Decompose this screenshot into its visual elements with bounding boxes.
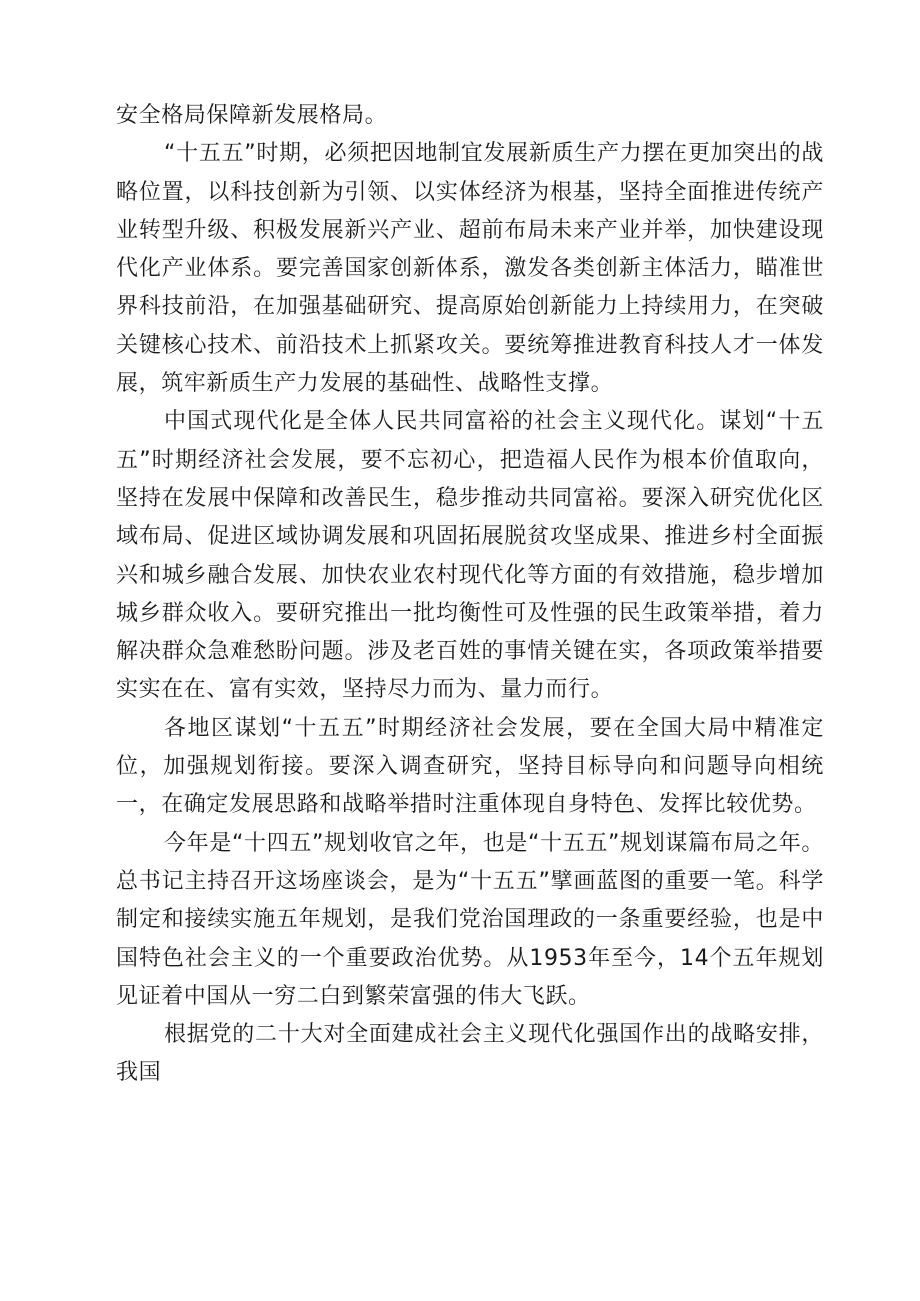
paragraph-6: 根据党的二十大对全面建成社会主义现代化强国作出的战略安排，我国 (116, 1022, 824, 1086)
document-body (116, 97, 824, 1093)
paragraph-5: 今年是“十四五”规划收官之年，也是“十五五”规划谋篇布局之年。总书记主持召开这场座谈会，是为“十五五”擘画蓝图的重要一笔。科学制定和接续实施五年规划，是我们党治国理政的一条重要经验，也是中国特色社会主义的一个重要政治优势。从1953年至今，14个五年规划见证着中国从一穷二白到繁荣富强的伟大飞跃。 (116, 830, 824, 1009)
paragraph-2: “十五五”时期，必须把因地制宜发展新质生产力摆在更加突出的战略位置，以科技创新为引领、以实体经济为根基，坚持全面推进传统产业转型升级、积极发展新兴产业、超前布局未来产业并举，加快建设现代化产业体系。要完善国家创新体系，激发各类创新主体活力，瞄准世界科技前沿，在加强基础研究、提高原始创新能力上持续用力，在突破关键核心技术、前沿技术上抓紧攻关。要统筹推进教育科技人才一体发展，筑牢新质生产力发展的基础性、战略性支撑。 (116, 141, 824, 397)
paragraph-3: 中国式现代化是全体人民共同富裕的社会主义现代化。谋划“十五五”时期经济社会发展，要不忘初心，把造福人民作为根本价值取向，坚持在发展中保障和改善民生，稳步推动共同富裕。要深入研究优化区域布局、促进区域协调发展和巩固拓展脱贫攻坚成果、推进乡村全面振兴和城乡融合发展、加快农业农村现代化等方面的有效措施，稳步增加城乡群众收入。要研究推出一批均衡性可及性强的民生政策举措，着力解决群众急难愁盼问题。涉及老百姓的事情关键在实，各项政策举措要实实在在、富有实效，坚持尽力而为、量力而行。 (116, 409, 824, 703)
paragraph-4: 各地区谋划“十五五”时期经济社会发展，要在全国大局中精准定位，加强规划衔接。要深入调查研究，坚持目标导向和问题导向相统一，在确定发展思路和战略举措时注重体现自身特色、发挥比较优势。 (116, 715, 824, 818)
paragraph-1: 安全格局保障新发展格局。 (116, 103, 388, 128)
